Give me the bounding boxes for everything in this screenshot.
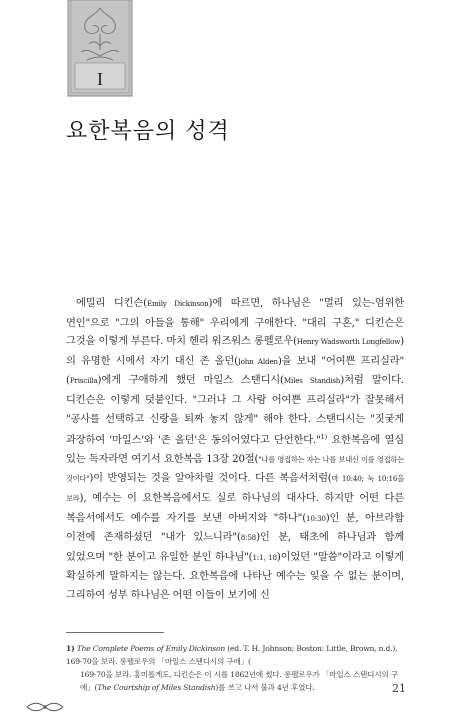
footnote-number: 1) xyxy=(66,644,75,653)
footnote: 1) The Complete Poems of Emily Dickinson (ed. T. H. Johnson; Boston: Little, Brown, n.d.), 169-70을 보라. 롱펠로우의 「마일스 스탠디시의 구애」( 169-70을 보라. 홍미롭게도, 디킨슨은 이 시를 1862년에 썼다. 롱펠로우가 「마일스 스탠디시의 구 애」(The Courtship of Miles Standish)를 쓰고 나서 불과 4년 후였다. xyxy=(66,644,398,692)
chapter-banner xyxy=(67,0,133,100)
footnote-title: The Complete Poems of Emily Dickinson xyxy=(76,644,226,653)
chapter-number: I xyxy=(97,69,103,89)
body-text xyxy=(66,294,404,605)
footnote-ref: 1) xyxy=(320,433,327,442)
chapter-title: 요한복음의 성격 xyxy=(66,119,230,144)
footnote-divider xyxy=(66,632,164,633)
paragraph: 에밀리 디킨슨(Emily Dickinson)에 따르면, 하나님은 "멀리 있는-엄위한 연인"으로 "그의 아들을 통해" 우리에게 구애한다. "대리 구혼," 디킨슨은 그것을 이렇게 부른다. 마치 헨리 워즈워스 롱펠로우(Henry Wadsworth Longfellow)의 유명한 시에서 자기 대신 존 올던(John Alden)을 보내 "어여쁜 프리실라"(Priscilla)에게 구애하게 했던 마일스 스탠디시(Miles Standish)처럼 말이다. 디킨슨은 이렇게 덧붙인다. "그러나 그 사람 어여쁜 프리실라"가 잘못해서 "공사를 선택하고 신랑을 퇴짜 놓지 않게" 해야 한다. 스탠디시는 "짓궂게 과장하여 '마일스'와 '존 올던'은 동의어였다고 단언한다."$^{1)}$ 요한복음에 열심 있는 독자라면 여기서 요한복음 13장 20절("나를 영접하는 자는 나를 보내신 이를 영접하는 것이다")이 반영되는 것을 알아차릴 것이다. 다른 복음서처럼(마 10:40; 눅 10:16을 보라), 예수는 이 요한복음에서도 실로 하나님의 대사다. 하지만 어떤 다른 복음서에서도 예수를 자기를 보낸 아버지와 "하나"(10:30)인 분, 아브라함 이전에 존재하셨던 "내가 있느니라"(8:58)인 분, 태초에 하나님과 함께 있었으며 "한 분이고 유일한 분인 하나님"(1:1, 18)이었던 "말씀"이라고 이렇게 확실하게 말하지는 않는다. 요한복음에 나타난 예수는 잊을 수 없는 분이며, 그리하여 성부 하나님은 어떤 이들이 보기에 신 xyxy=(66,297,405,601)
page-number: 21 xyxy=(392,682,406,695)
footer-ornament-icon xyxy=(25,700,65,714)
